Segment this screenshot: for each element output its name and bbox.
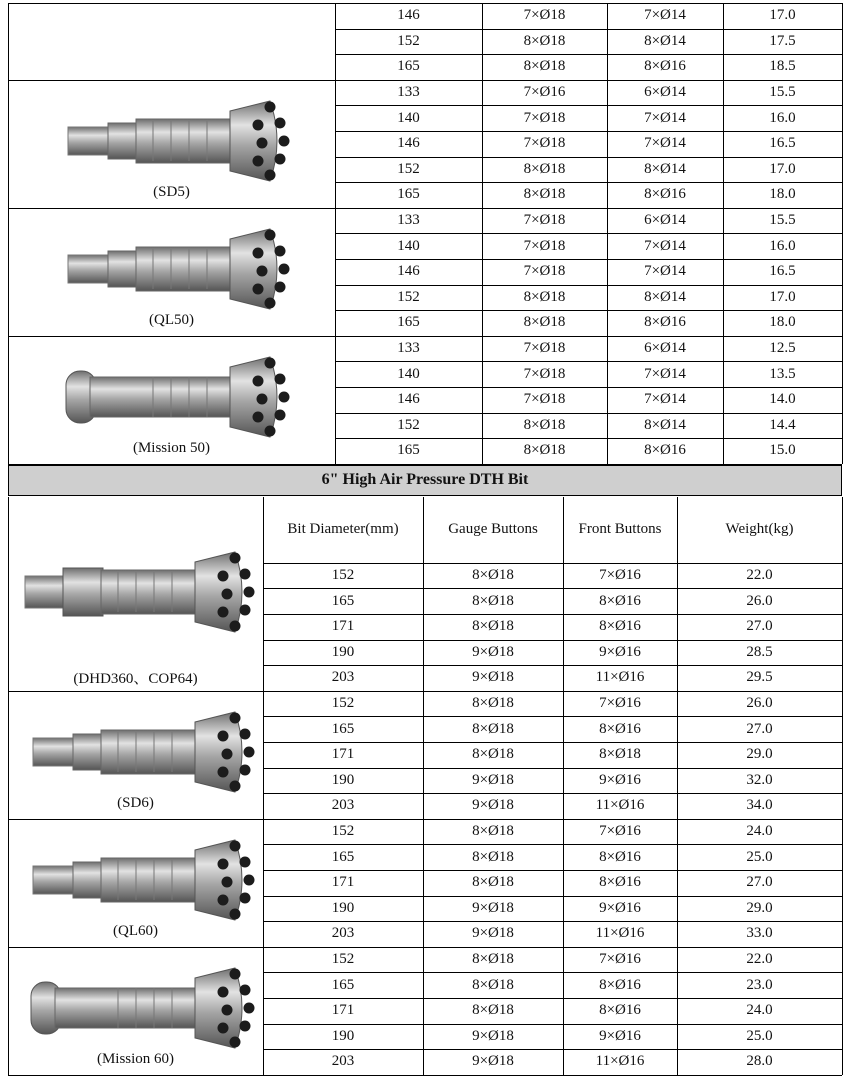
table-cell: 7×Ø18: [523, 263, 566, 280]
table-cell: 8×Ø18: [472, 592, 514, 609]
table-cell: 7×Ø16: [599, 567, 641, 584]
table-cell: 7×Ø18: [523, 135, 566, 152]
model-label: (QL50): [149, 311, 194, 328]
table-cell: 152: [397, 160, 420, 177]
model-label: (Mission 60): [96, 1050, 175, 1067]
table-cell: 7×Ø14: [644, 263, 686, 280]
table-cell: 8×Ø18: [523, 160, 566, 177]
table-cell: 11×Ø16: [595, 797, 645, 814]
table-rule: [723, 3, 724, 464]
table-cell: 133: [397, 84, 420, 101]
table-cell: 190: [331, 899, 355, 916]
table-cell: 17.5: [769, 32, 796, 49]
table-rule: [677, 497, 678, 1075]
table-cell: 8×Ø16: [599, 592, 641, 609]
table-cell: 29.0: [746, 899, 773, 916]
table-cell: 22.0: [746, 567, 773, 584]
table-rule: [8, 80, 335, 81]
table-cell: 9×Ø16: [599, 771, 641, 788]
table-cell: 152: [331, 823, 355, 840]
table-cell: 9×Ø18: [472, 1053, 514, 1070]
table-rule: [335, 3, 336, 464]
table-cell: 16.5: [769, 135, 796, 152]
table-cell: 8×Ø18: [523, 58, 566, 75]
table-cell: 27.0: [746, 874, 773, 891]
table-cell: 24.0: [746, 823, 773, 840]
table-cell: 140: [397, 237, 420, 254]
table-cell: 152: [397, 288, 420, 305]
table-cell: 8×Ø18: [472, 823, 514, 840]
table-cell: 9×Ø18: [472, 771, 514, 788]
table-cell: 171: [331, 1002, 355, 1019]
table-cell: 8×Ø18: [472, 1002, 514, 1019]
table-cell: 18.0: [769, 314, 796, 331]
table-cell: 29.5: [746, 669, 773, 686]
table-cell: 133: [397, 340, 420, 357]
table-cell: 9×Ø16: [599, 899, 641, 916]
table-cell: 7×Ø16: [599, 695, 641, 712]
table-cell: 8×Ø18: [472, 976, 514, 993]
table-cell: 26.0: [746, 592, 773, 609]
table-cell: 7×Ø18: [523, 109, 566, 126]
table-cell: 11×Ø16: [595, 669, 645, 686]
table-cell: 8×Ø18: [523, 314, 566, 331]
table-cell: 33.0: [746, 925, 773, 942]
table-cell: 171: [331, 618, 355, 635]
table-cell: 190: [331, 1027, 355, 1044]
table-cell: 7×Ø18: [523, 7, 566, 24]
column-header: Front Buttons: [578, 521, 662, 538]
table-cell: 140: [397, 109, 420, 126]
table-cell: 8×Ø16: [644, 186, 686, 203]
table-rule: [8, 819, 263, 820]
table-cell: 9×Ø16: [599, 643, 641, 660]
table-cell: 16.5: [769, 263, 796, 280]
table-cell: 29.0: [746, 746, 773, 763]
table-cell: 14.4: [769, 416, 796, 433]
table-cell: 7×Ø14: [644, 7, 686, 24]
table-cell: 9×Ø18: [472, 1027, 514, 1044]
table-cell: 7×Ø14: [644, 135, 686, 152]
table-cell: 146: [397, 391, 420, 408]
table-cell: 8×Ø18: [472, 720, 514, 737]
table-cell: 8×Ø18: [472, 848, 514, 865]
table-cell: 12.5: [769, 340, 796, 357]
table-cell: 152: [397, 416, 420, 433]
table-cell: 23.0: [746, 976, 773, 993]
table-cell: 7×Ø18: [523, 340, 566, 357]
table-cell: 6×Ø14: [644, 212, 686, 229]
table-cell: 8×Ø16: [644, 442, 686, 459]
table-cell: 18.5: [769, 58, 796, 75]
table-cell: 152: [331, 695, 355, 712]
table-cell: 7×Ø14: [644, 391, 686, 408]
table-cell: 28.0: [746, 1053, 773, 1070]
table-cell: 15.5: [769, 84, 796, 101]
table-cell: 8×Ø14: [644, 416, 686, 433]
table-cell: 165: [397, 186, 420, 203]
table-cell: 16.0: [769, 109, 796, 126]
column-header: Gauge Buttons: [448, 521, 538, 538]
table-rule: [563, 497, 564, 1075]
table-cell: 7×Ø18: [523, 212, 566, 229]
table-cell: 25.0: [746, 848, 773, 865]
table-cell: 11×Ø16: [595, 925, 645, 942]
table-cell: 7×Ø18: [523, 365, 566, 382]
table-cell: 17.0: [769, 288, 796, 305]
table-rule: [842, 3, 843, 464]
section-title: 6" High Air Pressure DTH Bit: [8, 466, 842, 496]
table-cell: 165: [397, 58, 420, 75]
table-cell: 190: [331, 643, 355, 660]
table-cell: 7×Ø14: [644, 365, 686, 382]
table-rule: [8, 947, 263, 948]
table-cell: 8×Ø18: [523, 442, 566, 459]
table-cell: 8×Ø18: [472, 951, 514, 968]
table-cell: 8×Ø16: [644, 58, 686, 75]
table-cell: 18.0: [769, 186, 796, 203]
table-cell: 26.0: [746, 695, 773, 712]
table-cell: 190: [331, 771, 355, 788]
table-cell: 171: [331, 746, 355, 763]
table-rule: [8, 208, 335, 209]
table-rule: [8, 3, 9, 464]
table-cell: 8×Ø14: [644, 288, 686, 305]
model-label: (QL60): [113, 922, 158, 939]
table-cell: 8×Ø14: [644, 160, 686, 177]
table-cell: 17.0: [769, 160, 796, 177]
table-cell: 165: [331, 848, 355, 865]
table-cell: 165: [397, 314, 420, 331]
table-cell: 171: [331, 874, 355, 891]
table-cell: 152: [331, 951, 355, 968]
table-cell: 203: [331, 1053, 355, 1070]
table-cell: 8×Ø16: [644, 314, 686, 331]
table-cell: 146: [397, 7, 420, 24]
table-cell: 165: [331, 976, 355, 993]
table-cell: 9×Ø16: [599, 1027, 641, 1044]
table-cell: 17.0: [769, 7, 796, 24]
table-cell: 9×Ø18: [472, 899, 514, 916]
table-cell: 133: [397, 212, 420, 229]
table-cell: 8×Ø18: [472, 695, 514, 712]
table-cell: 8×Ø16: [599, 976, 641, 993]
table-cell: 7×Ø14: [644, 109, 686, 126]
model-label: (SD5): [153, 183, 190, 200]
table-cell: 8×Ø16: [599, 618, 641, 635]
table-rule: [482, 3, 483, 464]
table-cell: 165: [331, 592, 355, 609]
table-cell: 25.0: [746, 1027, 773, 1044]
table-cell: 27.0: [746, 720, 773, 737]
table-cell: 34.0: [746, 797, 773, 814]
table-cell: 203: [331, 669, 355, 686]
table-cell: 15.0: [769, 442, 796, 459]
table-cell: 24.0: [746, 1002, 773, 1019]
table-cell: 8×Ø18: [599, 746, 641, 763]
table-cell: 8×Ø18: [472, 746, 514, 763]
table-cell: 13.5: [769, 365, 796, 382]
table-cell: 28.5: [746, 643, 773, 660]
table-cell: 11×Ø16: [595, 1053, 645, 1070]
table-cell: 8×Ø18: [472, 618, 514, 635]
table-cell: 8×Ø18: [523, 32, 566, 49]
table-cell: 165: [331, 720, 355, 737]
table-rule: [842, 497, 843, 1075]
table-cell: 165: [397, 442, 420, 459]
table-cell: 8×Ø14: [644, 32, 686, 49]
table-cell: 9×Ø18: [472, 643, 514, 660]
table-cell: 140: [397, 365, 420, 382]
table-rule: [8, 1075, 842, 1076]
table-cell: 7×Ø14: [644, 237, 686, 254]
table-cell: 152: [397, 32, 420, 49]
model-label: (DHD360、COP64): [73, 670, 198, 687]
table-cell: 22.0: [746, 951, 773, 968]
table-cell: 7×Ø16: [599, 823, 641, 840]
table-cell: 8×Ø18: [472, 567, 514, 584]
table-cell: 7×Ø16: [599, 951, 641, 968]
table-cell: 14.0: [769, 391, 796, 408]
table-cell: 8×Ø16: [599, 874, 641, 891]
table-cell: 9×Ø18: [472, 669, 514, 686]
table-rule: [607, 3, 608, 464]
table-cell: 9×Ø18: [472, 925, 514, 942]
table-cell: 8×Ø16: [599, 1002, 641, 1019]
table-cell: 6×Ø14: [644, 340, 686, 357]
table-cell: 9×Ø18: [472, 797, 514, 814]
table-cell: 203: [331, 797, 355, 814]
table-rule: [423, 497, 424, 1075]
table-cell: 8×Ø18: [472, 874, 514, 891]
table-cell: 6×Ø14: [644, 84, 686, 101]
table-rule: [8, 497, 9, 1075]
table-cell: 7×Ø18: [523, 237, 566, 254]
table-cell: 7×Ø18: [523, 391, 566, 408]
column-header: Bit Diameter(mm): [287, 521, 399, 538]
table-cell: 203: [331, 925, 355, 942]
table-cell: 8×Ø18: [523, 288, 566, 305]
table-cell: 8×Ø16: [599, 848, 641, 865]
model-label: (Mission 50): [132, 439, 211, 456]
table-cell: 8×Ø18: [523, 186, 566, 203]
table-cell: 146: [397, 135, 420, 152]
column-header: Weight(kg): [725, 521, 794, 538]
table-cell: 32.0: [746, 771, 773, 788]
table-cell: 152: [331, 567, 355, 584]
table-cell: 8×Ø16: [599, 720, 641, 737]
table-cell: 7×Ø16: [523, 84, 566, 101]
table-cell: 27.0: [746, 618, 773, 635]
table-cell: 8×Ø18: [523, 416, 566, 433]
table-cell: 146: [397, 263, 420, 280]
model-label: (SD6): [117, 794, 154, 811]
table-cell: 15.5: [769, 212, 796, 229]
table-rule: [8, 691, 263, 692]
table-cell: 16.0: [769, 237, 796, 254]
table-rule: [8, 336, 335, 337]
table-rule: [263, 497, 264, 1075]
